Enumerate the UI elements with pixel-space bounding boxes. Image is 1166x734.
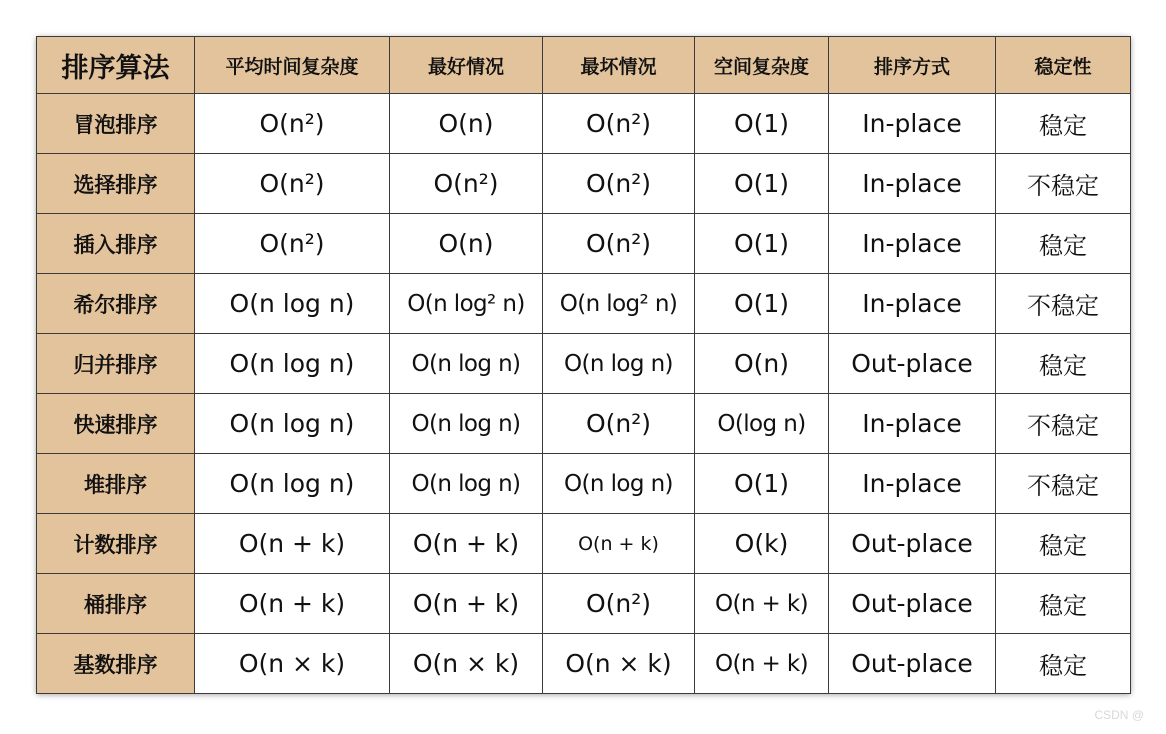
best-case-cell: O(n × k) <box>390 634 543 694</box>
algorithm-name: 选择排序 <box>37 154 195 214</box>
worst-case-cell: O(n × k) <box>543 634 695 694</box>
best-case-cell: O(n²) <box>390 154 543 214</box>
stability-cell: 不稳定 <box>996 154 1131 214</box>
stability-cell: 稳定 <box>996 514 1131 574</box>
average-time-cell: O(n²) <box>195 214 390 274</box>
space-cell: O(1) <box>695 454 829 514</box>
sort-mode-cell: Out-place <box>829 574 996 634</box>
sort-mode-cell: Out-place <box>829 334 996 394</box>
worst-case-cell: O(n²) <box>543 154 695 214</box>
sort-mode-cell: In-place <box>829 94 996 154</box>
space-cell: O(n + k) <box>695 634 829 694</box>
worst-case-cell: O(n²) <box>543 394 695 454</box>
space-cell: O(n) <box>695 334 829 394</box>
sort-mode-cell: In-place <box>829 394 996 454</box>
average-time-cell: O(n log n) <box>195 274 390 334</box>
table-row <box>37 634 1131 694</box>
space-cell: O(n + k) <box>695 574 829 634</box>
average-time-cell: O(n log n) <box>195 394 390 454</box>
space-cell: O(1) <box>695 274 829 334</box>
best-case-cell: O(n log n) <box>390 394 543 454</box>
table-row <box>37 574 1131 634</box>
best-case-cell: O(n) <box>390 94 543 154</box>
sorting-algorithms-table <box>36 36 1131 694</box>
algorithm-name: 希尔排序 <box>37 274 195 334</box>
algorithm-name: 计数排序 <box>37 514 195 574</box>
header-stability: 稳定性 <box>996 37 1131 94</box>
average-time-cell: O(n log n) <box>195 454 390 514</box>
stability-cell: 稳定 <box>996 214 1131 274</box>
header-worst-case: 最坏情况 <box>543 37 695 94</box>
algorithm-name: 归并排序 <box>37 334 195 394</box>
space-cell: O(k) <box>695 514 829 574</box>
worst-case-cell: O(n²) <box>543 574 695 634</box>
table-row <box>37 274 1131 334</box>
table-row <box>37 454 1131 514</box>
average-time-cell: O(n log n) <box>195 334 390 394</box>
average-time-cell: O(n + k) <box>195 574 390 634</box>
sort-mode-cell: In-place <box>829 274 996 334</box>
best-case-cell: O(n log² n) <box>390 274 543 334</box>
best-case-cell: O(n + k) <box>390 574 543 634</box>
header-sort-mode: 排序方式 <box>829 37 996 94</box>
header-row <box>37 37 1131 94</box>
sort-mode-cell: In-place <box>829 454 996 514</box>
header-best-case: 最好情况 <box>390 37 543 94</box>
algorithm-name: 堆排序 <box>37 454 195 514</box>
algorithm-name: 基数排序 <box>37 634 195 694</box>
stability-cell: 稳定 <box>996 574 1131 634</box>
space-cell: O(1) <box>695 154 829 214</box>
best-case-cell: O(n log n) <box>390 334 543 394</box>
stability-cell: 不稳定 <box>996 454 1131 514</box>
header-space: 空间复杂度 <box>695 37 829 94</box>
average-time-cell: O(n²) <box>195 94 390 154</box>
stability-cell: 稳定 <box>996 634 1131 694</box>
worst-case-cell: O(n log n) <box>543 334 695 394</box>
algorithm-name: 快速排序 <box>37 394 195 454</box>
worst-case-cell: O(n²) <box>543 214 695 274</box>
space-cell: O(log n) <box>695 394 829 454</box>
sort-mode-cell: In-place <box>829 154 996 214</box>
worst-case-cell: O(n log² n) <box>543 274 695 334</box>
best-case-cell: O(n log n) <box>390 454 543 514</box>
average-time-cell: O(n²) <box>195 154 390 214</box>
algorithm-name: 插入排序 <box>37 214 195 274</box>
table-row <box>37 214 1131 274</box>
worst-case-cell: O(n log n) <box>543 454 695 514</box>
stability-cell: 稳定 <box>996 94 1131 154</box>
average-time-cell: O(n + k) <box>195 514 390 574</box>
table-row <box>37 514 1131 574</box>
sort-mode-cell: Out-place <box>829 634 996 694</box>
stability-cell: 不稳定 <box>996 394 1131 454</box>
sort-mode-cell: Out-place <box>829 514 996 574</box>
sort-mode-cell: In-place <box>829 214 996 274</box>
space-cell: O(1) <box>695 214 829 274</box>
watermark-text: CSDN @ <box>1094 708 1144 722</box>
header-average-time: 平均时间复杂度 <box>195 37 390 94</box>
table-row <box>37 394 1131 454</box>
table-row <box>37 94 1131 154</box>
average-time-cell: O(n × k) <box>195 634 390 694</box>
stability-cell: 不稳定 <box>996 274 1131 334</box>
worst-case-cell: O(n + k) <box>543 514 695 574</box>
best-case-cell: O(n + k) <box>390 514 543 574</box>
worst-case-cell: O(n²) <box>543 94 695 154</box>
space-cell: O(1) <box>695 94 829 154</box>
algorithm-name: 冒泡排序 <box>37 94 195 154</box>
best-case-cell: O(n) <box>390 214 543 274</box>
header-algorithm: 排序算法 <box>37 37 195 94</box>
table-row <box>37 154 1131 214</box>
table-row <box>37 334 1131 394</box>
stability-cell: 稳定 <box>996 334 1131 394</box>
algorithm-name: 桶排序 <box>37 574 195 634</box>
